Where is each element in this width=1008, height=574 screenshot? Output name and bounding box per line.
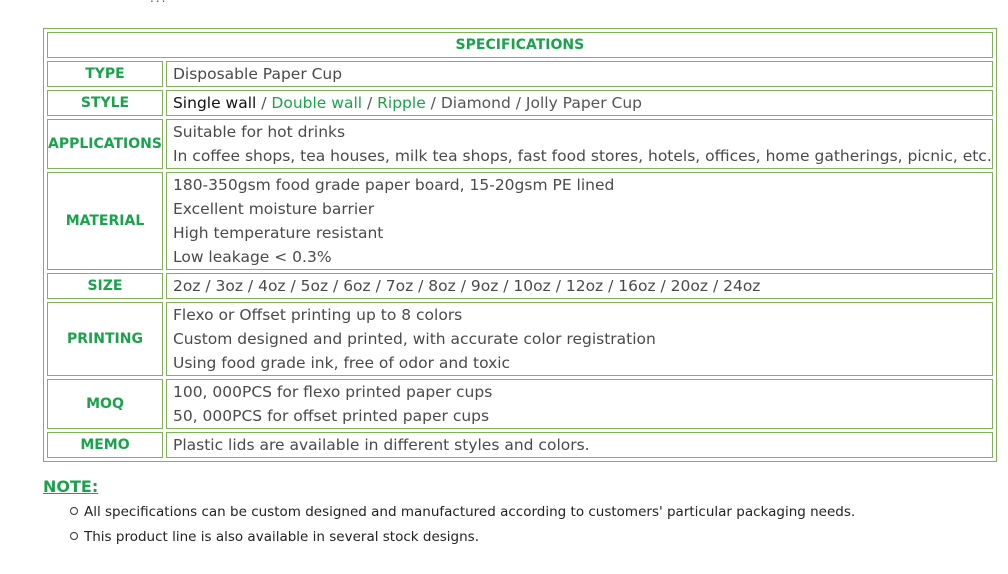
bullet-icon [70, 532, 78, 540]
value-line: High temperature resistant [172, 224, 384, 242]
separator: / [256, 94, 272, 112]
style-options [166, 90, 993, 116]
bullet-icon [70, 507, 78, 515]
value-line: 50, 000PCS for offset printed paper cups [172, 407, 490, 425]
list-item [70, 502, 855, 527]
row-label: APPLICATIONS [47, 119, 163, 169]
separator: / [362, 94, 378, 112]
value-line: Flexo or Offset printing up to 8 colors [172, 306, 463, 324]
note-item-text: This product line is also available in several stock designs. [84, 529, 479, 545]
style-diamond: Diamond [440, 94, 511, 112]
table-row-applications [47, 119, 993, 169]
value-line: Using food grade ink, free of odor and toxic [172, 354, 511, 372]
row-value [166, 61, 993, 87]
row-value [166, 172, 993, 270]
value-line: Disposable Paper Cup [172, 65, 343, 83]
note-item-text: All specifications can be custom designed and manufactured according to customers' particular packaging needs. [84, 504, 856, 520]
value-line: 100, 000PCS for flexo printed paper cups [172, 383, 493, 401]
table-row-style [47, 90, 993, 116]
row-label: MATERIAL [47, 172, 163, 270]
table-row-type [47, 61, 993, 87]
row-value [166, 432, 993, 458]
row-label: SIZE [47, 273, 163, 299]
note-list [70, 502, 855, 552]
style-single-wall: Single wall [172, 94, 257, 112]
clipped-text-fragment [150, 0, 290, 3]
row-value [166, 273, 993, 299]
value-line: 2oz / 3oz / 4oz / 5oz / 6oz / 7oz / 8oz / 9oz / 10oz / 12oz / 16oz / 20oz / 24oz [172, 277, 761, 295]
row-label: TYPE [47, 61, 163, 87]
value-line: Excellent moisture barrier [172, 200, 375, 218]
value-line: Plastic lids are available in different styles and colors. [172, 436, 590, 454]
list-item [70, 527, 855, 552]
style-jolly: Jolly Paper Cup [525, 94, 642, 112]
separator: / [510, 94, 526, 112]
double-wall-link[interactable]: Double wall [271, 94, 363, 112]
value-line: 180-350gsm food grade paper board, 15-20gsm PE lined [172, 176, 615, 194]
row-value [166, 302, 993, 376]
row-label: MEMO [47, 432, 163, 458]
table-title: SPECIFICATIONS [47, 32, 993, 58]
value-line: Low leakage < 0.3% [172, 248, 332, 266]
table-header-row [47, 32, 993, 58]
table-row-memo [47, 432, 993, 458]
note-colon: : [91, 477, 99, 496]
row-value [166, 119, 993, 169]
row-value [166, 379, 993, 429]
specifications-table [43, 28, 997, 462]
value-line: In coffee shops, tea houses, milk tea shops, fast food stores, hotels, offices, home gatherings, picnic, etc. [172, 147, 992, 165]
row-label: MOQ [47, 379, 163, 429]
row-label: PRINTING [47, 302, 163, 376]
value-line: Suitable for hot drinks [172, 123, 346, 141]
table-row-moq [47, 379, 993, 429]
table-row-material [47, 172, 993, 270]
note-heading [43, 477, 98, 496]
row-label: STYLE [47, 90, 163, 116]
table-row-size [47, 273, 993, 299]
value-line: Custom designed and printed, with accurate color registration [172, 330, 656, 348]
ripple-link[interactable]: Ripple [377, 94, 426, 112]
separator: / [425, 94, 441, 112]
table-row-printing [47, 302, 993, 376]
note-heading-text: NOTE [43, 477, 92, 496]
